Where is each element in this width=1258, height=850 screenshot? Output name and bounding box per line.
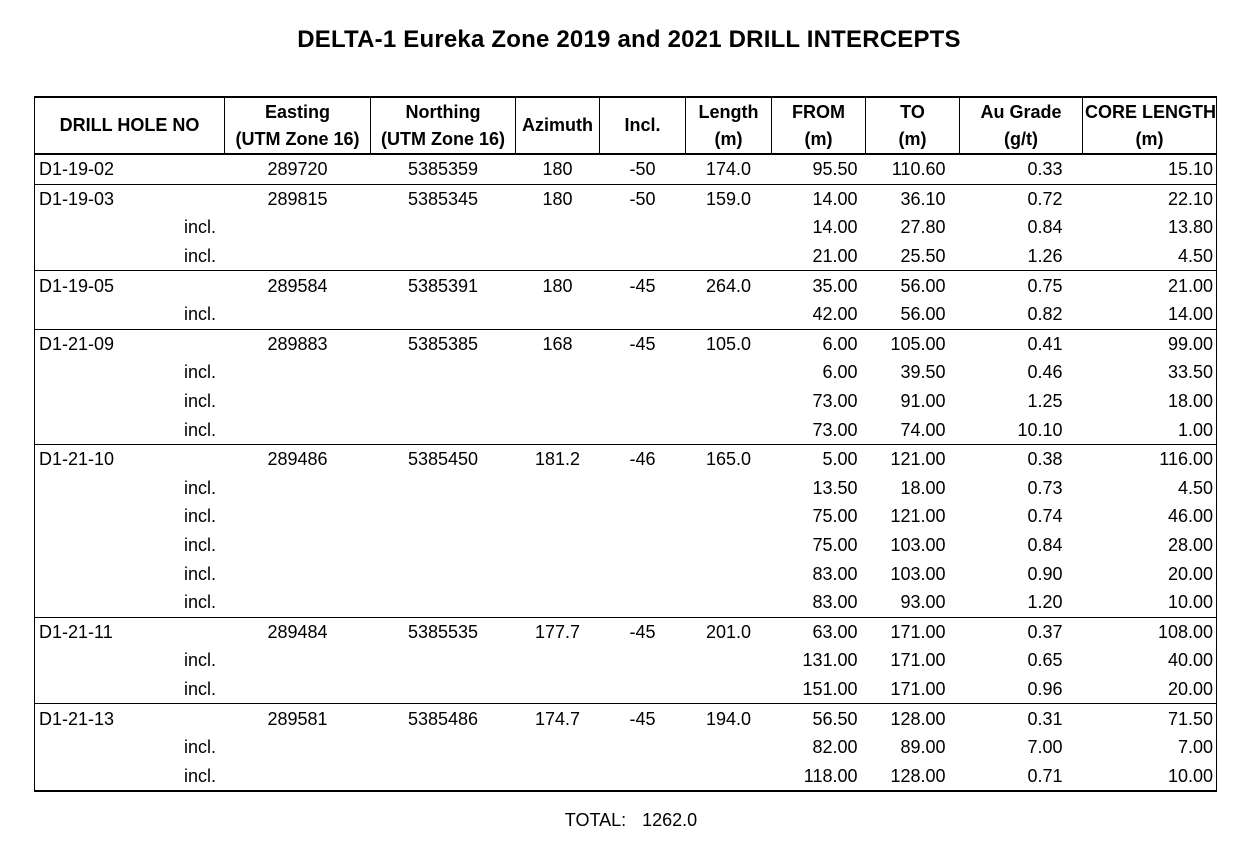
cell-drill-hole: D1-19-05 [35,271,225,300]
cell-drill-hole [35,387,225,416]
cell-inclination [600,733,686,762]
incl-label: incl. [184,592,217,613]
cell-inclination: -45 [600,704,686,733]
cell-azimuth: 180 [516,154,600,184]
cell-easting: 289486 [225,444,371,473]
cell-azimuth [516,531,600,560]
cell-azimuth [516,502,600,531]
table-row [35,154,1217,184]
cell-northing: 5385385 [371,329,516,358]
cell-au-grade: 0.74 [1027,506,1063,527]
cell-easting [225,588,371,617]
drill-intercepts-table [34,96,1217,792]
cell-au-grade: 0.75 [960,271,1083,300]
cell-length [686,300,772,329]
cell-core-length: 10.00 [1083,761,1217,791]
cell-drill-hole [35,213,225,242]
cell-easting: 289484 [225,617,371,646]
cell-inclination [600,559,686,588]
cell-from: 151.00 [802,678,858,699]
cell-drill-hole [35,559,225,588]
cell-length [686,358,772,387]
cell-core-length: 18.00 [1083,387,1217,416]
cell-easting [225,531,371,560]
cell-azimuth [516,559,600,588]
cell-au-grade: 0.96 [1027,678,1063,699]
total-line [0,810,1258,831]
cell-au-grade: 0.41 [960,329,1083,358]
table-row [35,271,1217,300]
cell-au-grade: 0.37 [960,617,1083,646]
table-row [35,329,1217,358]
incl-label: incl. [184,535,217,556]
cell-core-length: 13.80 [1083,213,1217,242]
cell-northing: 5385359 [371,154,516,184]
cell-azimuth: 177.7 [516,617,600,646]
cell-northing [371,502,516,531]
cell-core-length: 20.00 [1083,675,1217,704]
cell-to: 171.00 [866,617,960,646]
cell-core-length: 1.00 [1083,415,1217,444]
incl-label: incl. [184,506,217,527]
table-row [35,444,1217,473]
cell-length: 201.0 [686,617,772,646]
cell-length [686,474,772,503]
table-row [35,242,1217,271]
cell-azimuth [516,300,600,329]
incl-label: incl. [184,304,217,325]
cell-core-length: 22.10 [1083,184,1217,213]
cell-azimuth: 168 [516,329,600,358]
cell-drill-hole [35,761,225,791]
cell-length: 194.0 [686,704,772,733]
cell-au-grade: 0.71 [960,761,1083,791]
cell-length [686,415,772,444]
cell-northing: 5385391 [371,271,516,300]
cell-northing: 5385486 [371,704,516,733]
header-easting: Easting (UTM Zone 16) [225,97,371,154]
cell-from: 5.00 [772,444,866,473]
table-row [35,300,1217,329]
cell-inclination [600,415,686,444]
cell-azimuth [516,242,600,271]
cell-length: 105.0 [686,329,772,358]
cell-from: 83.00 [812,563,858,584]
cell-drill-hole [35,675,225,704]
cell-au-grade: 10.10 [1017,419,1063,440]
cell-azimuth [516,733,600,762]
cell-to: 103.00 [890,535,946,556]
cell-easting [225,242,371,271]
cell-inclination [600,531,686,560]
cell-northing [371,646,516,675]
cell-to: 18.00 [900,477,946,498]
cell-northing: 5385535 [371,617,516,646]
cell-azimuth: 180 [516,271,600,300]
cell-inclination: -45 [600,271,686,300]
cell-au-grade: 0.65 [1027,650,1063,671]
header-row [35,97,1217,154]
header-au-grade: Au Grade (g/t) [960,97,1083,154]
incl-label: incl. [184,737,217,758]
cell-to: 105.00 [866,329,960,358]
cell-length [686,242,772,271]
cell-length [686,213,772,242]
header-length: Length (m) [686,97,772,154]
cell-northing [371,559,516,588]
cell-to: 121.00 [866,444,960,473]
cell-core-length: 7.00 [1083,733,1217,762]
cell-drill-hole [35,531,225,560]
cell-northing [371,213,516,242]
cell-northing [371,588,516,617]
cell-northing [371,675,516,704]
cell-azimuth [516,415,600,444]
cell-inclination [600,300,686,329]
cell-core-length: 4.50 [1083,474,1217,503]
header-from: FROM (m) [772,97,866,154]
cell-easting [225,474,371,503]
table-row [35,733,1217,762]
table-row [35,415,1217,444]
cell-from: 118.00 [772,761,866,791]
cell-core-length: 10.00 [1083,588,1217,617]
cell-au-grade: 0.84 [1027,535,1063,556]
cell-length: 165.0 [686,444,772,473]
cell-length: 264.0 [686,271,772,300]
cell-from: 21.00 [812,246,858,267]
header-core-length: CORE LENGTH (m) [1083,97,1217,154]
cell-inclination [600,502,686,531]
cell-au-grade: 0.72 [960,184,1083,213]
cell-drill-hole [35,415,225,444]
cell-core-length: 21.00 [1083,271,1217,300]
cell-azimuth: 174.7 [516,704,600,733]
cell-core-length: 46.00 [1083,502,1217,531]
cell-to: 121.00 [890,506,946,527]
table-row [35,617,1217,646]
cell-northing [371,733,516,762]
cell-from: 75.00 [812,506,858,527]
cell-to: 91.00 [900,391,946,412]
table-row [35,474,1217,503]
cell-inclination: -50 [600,184,686,213]
incl-label: incl. [184,217,217,238]
incl-label: incl. [184,391,217,412]
cell-length [686,588,772,617]
cell-to: 56.00 [900,304,946,325]
cell-drill-hole: D1-19-03 [35,184,225,213]
cell-northing [371,358,516,387]
cell-to: 74.00 [900,419,946,440]
cell-easting [225,761,371,791]
header-azimuth: Azimuth [516,97,600,154]
total-label: TOTAL: [564,810,627,830]
table-row [35,531,1217,560]
table-row [35,184,1217,213]
cell-core-length: 15.10 [1083,154,1217,184]
cell-au-grade: 0.46 [1027,362,1063,383]
header-northing: Northing (UTM Zone 16) [371,97,516,154]
cell-azimuth: 180 [516,184,600,213]
cell-easting: 289815 [225,184,371,213]
cell-from: 6.00 [822,362,858,383]
cell-au-grade: 0.84 [1027,217,1063,238]
incl-label: incl. [184,477,217,498]
cell-easting [225,300,371,329]
cell-drill-hole [35,300,225,329]
cell-au-grade: 1.25 [1027,391,1063,412]
cell-easting [225,675,371,704]
incl-label: incl. [184,678,217,699]
cell-inclination [600,675,686,704]
cell-easting [225,559,371,588]
cell-to: 56.00 [866,271,960,300]
cell-core-length: 71.50 [1083,704,1217,733]
cell-au-grade: 1.26 [1027,246,1063,267]
cell-from: 131.00 [802,650,858,671]
cell-to: 27.80 [900,217,946,238]
cell-length [686,646,772,675]
header-to: TO (m) [866,97,960,154]
cell-length [686,761,772,791]
cell-to: 110.60 [866,154,960,184]
cell-core-length: 20.00 [1083,559,1217,588]
cell-easting [225,358,371,387]
table-row [35,387,1217,416]
cell-easting: 289883 [225,329,371,358]
table-body [35,154,1217,791]
cell-to: 25.50 [900,246,946,267]
table-row [35,704,1217,733]
cell-azimuth [516,387,600,416]
cell-drill-hole: D1-21-09 [35,329,225,358]
cell-core-length: 108.00 [1083,617,1217,646]
table-row [35,559,1217,588]
cell-easting [225,733,371,762]
cell-au-grade: 0.31 [960,704,1083,733]
cell-inclination [600,474,686,503]
incl-label: incl. [184,563,217,584]
table-row [35,502,1217,531]
cell-drill-hole [35,588,225,617]
cell-northing [371,387,516,416]
cell-length: 159.0 [686,184,772,213]
cell-au-grade: 0.38 [960,444,1083,473]
cell-core-length: 14.00 [1083,300,1217,329]
cell-azimuth [516,358,600,387]
cell-from: 63.00 [772,617,866,646]
cell-drill-hole [35,646,225,675]
cell-length [686,502,772,531]
cell-northing [371,415,516,444]
cell-length [686,387,772,416]
cell-from: 35.00 [772,271,866,300]
cell-length [686,559,772,588]
cell-core-length: 28.00 [1083,531,1217,560]
cell-from: 56.50 [772,704,866,733]
cell-core-length: 116.00 [1083,444,1217,473]
cell-au-grade: 1.20 [1027,592,1063,613]
cell-au-grade: 0.90 [1027,563,1063,584]
cell-to: 36.10 [866,184,960,213]
cell-to: 171.00 [890,650,946,671]
cell-inclination: -45 [600,617,686,646]
cell-from: 14.00 [772,184,866,213]
cell-au-grade: 7.00 [1027,737,1063,758]
cell-inclination: -45 [600,329,686,358]
cell-from: 42.00 [812,304,858,325]
table-row [35,588,1217,617]
cell-drill-hole [35,474,225,503]
cell-easting [225,502,371,531]
cell-from: 75.00 [812,535,858,556]
cell-drill-hole [35,358,225,387]
cell-to: 89.00 [900,737,946,758]
cell-azimuth [516,761,600,791]
cell-from: 95.50 [772,154,866,184]
table-row [35,646,1217,675]
cell-inclination [600,646,686,675]
header-drill-hole-no: DRILL HOLE NO [35,97,225,154]
cell-inclination: -50 [600,154,686,184]
cell-length [686,531,772,560]
header-inclination: Incl. [600,97,686,154]
cell-easting [225,646,371,675]
cell-core-length: 40.00 [1083,646,1217,675]
cell-azimuth [516,474,600,503]
cell-from: 83.00 [812,592,858,613]
cell-au-grade: 0.73 [1027,477,1063,498]
cell-drill-hole: D1-21-10 [35,444,225,473]
table-row [35,358,1217,387]
cell-core-length: 99.00 [1083,329,1217,358]
cell-from: 13.50 [812,477,858,498]
cell-from: 73.00 [812,391,858,412]
cell-inclination [600,387,686,416]
incl-label: incl. [184,419,217,440]
cell-inclination [600,213,686,242]
cell-drill-hole: D1-21-13 [35,704,225,733]
cell-to: 103.00 [890,563,946,584]
cell-to: 39.50 [900,362,946,383]
cell-easting: 289584 [225,271,371,300]
cell-drill-hole [35,242,225,271]
cell-azimuth [516,213,600,242]
cell-azimuth [516,646,600,675]
cell-from: 14.00 [812,217,858,238]
cell-length [686,675,772,704]
cell-from: 73.00 [812,419,858,440]
cell-easting: 289581 [225,704,371,733]
cell-drill-hole [35,733,225,762]
incl-label: incl. [184,246,217,267]
incl-label: incl. [184,650,217,671]
cell-to: 128.00 [866,761,960,791]
incl-label: incl. [184,765,217,786]
cell-drill-hole [35,502,225,531]
cell-to: 171.00 [890,678,946,699]
cell-inclination [600,358,686,387]
cell-easting [225,415,371,444]
total-value: 1262.0 [642,810,698,830]
cell-easting: 289720 [225,154,371,184]
table-row [35,761,1217,791]
cell-azimuth: 181.2 [516,444,600,473]
cell-easting [225,213,371,242]
cell-inclination [600,242,686,271]
cell-northing [371,531,516,560]
cell-easting [225,387,371,416]
cell-inclination [600,761,686,791]
cell-to: 93.00 [900,592,946,613]
cell-core-length: 4.50 [1083,242,1217,271]
cell-from: 6.00 [772,329,866,358]
cell-inclination [600,588,686,617]
cell-from: 82.00 [812,737,858,758]
cell-northing [371,761,516,791]
cell-northing: 5385450 [371,444,516,473]
cell-drill-hole: D1-19-02 [35,154,225,184]
cell-length: 174.0 [686,154,772,184]
cell-core-length: 33.50 [1083,358,1217,387]
cell-au-grade: 0.82 [1027,304,1063,325]
incl-label: incl. [184,362,217,383]
cell-azimuth [516,675,600,704]
table-row [35,675,1217,704]
cell-northing [371,474,516,503]
cell-inclination: -46 [600,444,686,473]
cell-northing: 5385345 [371,184,516,213]
cell-northing [371,300,516,329]
page-title: DELTA-1 Eureka Zone 2019 and 2021 DRILL INTERCEPTS [297,26,961,53]
cell-azimuth [516,588,600,617]
cell-northing [371,242,516,271]
cell-drill-hole: D1-21-11 [35,617,225,646]
cell-length [686,733,772,762]
table-row [35,213,1217,242]
cell-au-grade: 0.33 [960,154,1083,184]
cell-to: 128.00 [866,704,960,733]
